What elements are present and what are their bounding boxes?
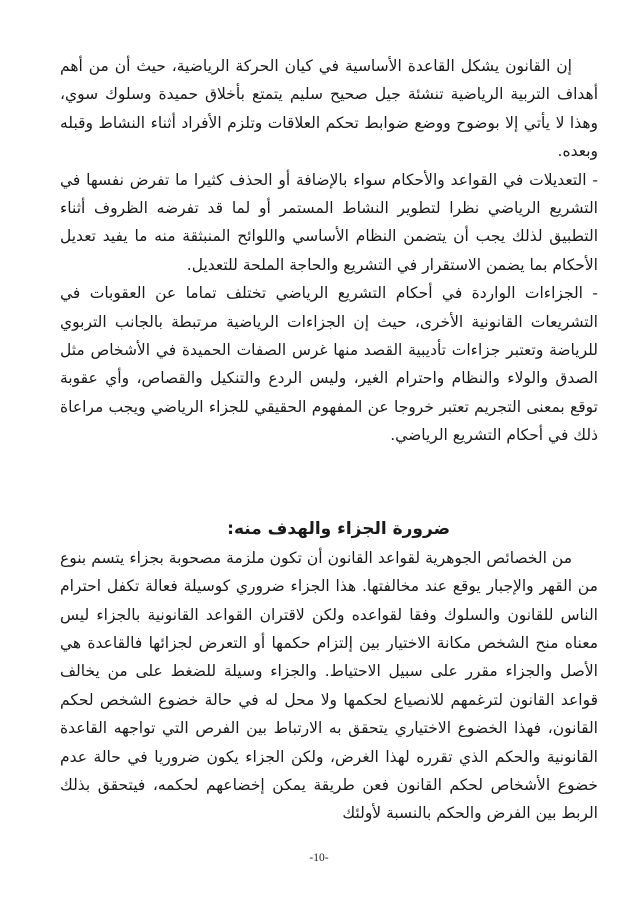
section-spacer	[60, 450, 598, 514]
paragraph-intro: إن القانون يشكل القاعدة الأساسية في كيان الحركة الرياضية، حيث أن من أهم أهداف التربية الرياضية تنشئة جيل صحيح سليم يتمتع بأخلاق حميدة وسلوك سوي، وهذا لا يأتي إلا بوضوح ووضع ضوابط تحكم العلاقات وتلزم الأفراد أثناء النشاط وقبله وبعده.	[60, 57, 598, 161]
document-page	[60, 52, 598, 873]
paragraph-amendments: - التعديلات في القواعد والأحكام سواء بالإضافة أو الحذف كثيرا ما تفرض نفسها في التشريع الرياضي نظرا لتطوير النشاط المستمر أو لما قد تفرضه الظروف أثناء التطبيق لذلك يجب أن يتضمن النظام الأساسي واللوائح المنبثقة منه ما يفيد تعديل الأحكام بما يضمن الاستقرار في التشريع والحاجة الملحة للتعديل.	[60, 170, 598, 274]
paragraph-sanctions: - الجزاءات الواردة في أحكام التشريع الرياضي تختلف تماما عن العقوبات في التشريعات القانونية الأخرى، حيث إن الجزاءات الرياضية مرتبطة بالجانب التربوي للرياضة وتعتبر جزاءات تأديبية القصد منها غرس الصفات الحميدة في الأشخاص مثل الصدق والولاء والنظام واحترام الغير، وليس الردع والتنكيل والقصاص، وأي عقوبة توقع بمعنى التجريم تعتبر خروجا عن المفهوم الحقيقي للجزاء الرياضي ويجب مراعاة ذلك في أحكام التشريع الرياضي.	[60, 284, 598, 445]
section-body-paragraph: من الخصائص الجوهرية لقواعد القانون أن تكون ملزمة مصحوبة بجزاء يتسم بنوع من القهر والإجبار يوقع عند مخالفتها. هذا الجزاء ضروري كوسيلة فعالة تكفل احترام الناس للقانون والسلوك وفقا لقواعده ولكن لاقتران القواعد القانونية بالجزاء ليس معناه منح الشخص مكانة الاختيار بين إلتزام حكمها أو التعرض لجزائها فالقاعدة هي الأصل والجزاء مقرر على سبيل الاحتياط. والجزاء وسيلة للضغط على من يخالف قواعد القانون لترغمهم للانصياع لحكمها ولا محل له في حالة خضوع الشخص لحكم القانون، فهذا الخضوع الاختياري يتحقق به الارتباط بين الفرص التي تواجهه القاعدة القانونية والحكم الذي تقرره لهذا الغرض، ولكن الجزاء يكون ضروريا في حالة عدم خضوع الأشخاص لحكم القانون فعن طريقة يمكن إخضاعهم لحكمه، فيتحقق بذلك الربط بين الفرض والحكم بالنسبة لأولئك	[60, 548, 598, 823]
section-heading: ضرورة الجزاء والهدف منه:	[227, 518, 450, 539]
page-number: -10-	[309, 852, 329, 864]
